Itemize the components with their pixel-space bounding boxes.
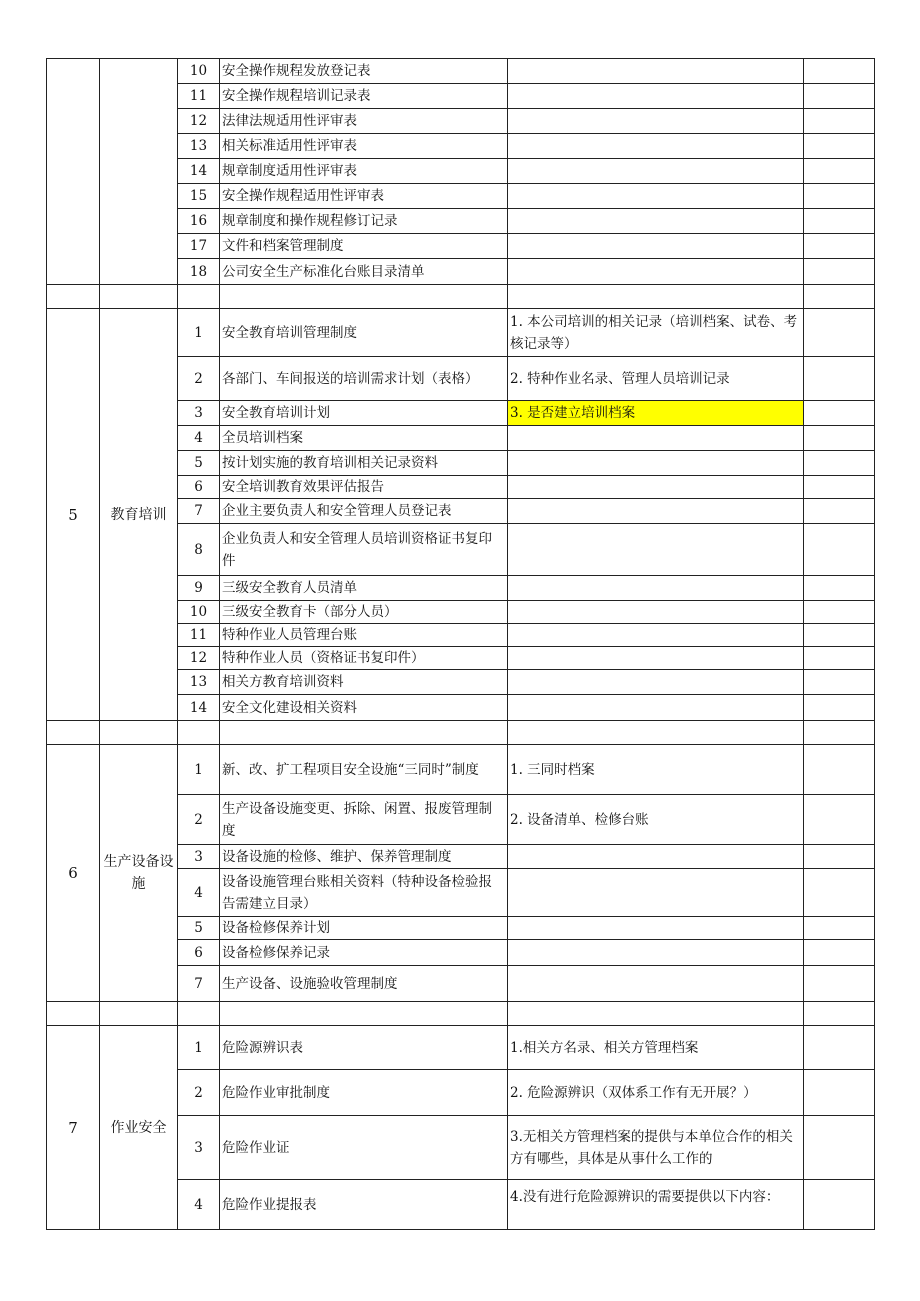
remark-cell xyxy=(508,670,804,695)
item-name: 危险作业证 xyxy=(220,1116,508,1180)
extra-cell xyxy=(804,1180,875,1230)
item-number: 4 xyxy=(178,426,220,451)
extra-cell xyxy=(804,309,875,357)
extra-cell xyxy=(804,624,875,647)
item-name: 企业负责人和安全管理人员培训资格证书复印件 xyxy=(220,524,508,576)
item-number: 7 xyxy=(178,966,220,1002)
item-name: 公司安全生产标准化台账目录清单 xyxy=(220,259,508,285)
item-name: 法律法规适用性评审表 xyxy=(220,109,508,134)
extra-cell xyxy=(804,84,875,109)
item-number: 13 xyxy=(178,134,220,159)
extra-cell xyxy=(804,966,875,1002)
extra-cell xyxy=(804,670,875,695)
category-name: 作业安全 xyxy=(100,1026,178,1230)
remark-cell: 2. 设备清单、检修台账 xyxy=(508,795,804,845)
extra-cell xyxy=(804,357,875,401)
empty-cell xyxy=(100,1002,178,1026)
remark-cell: 2. 特种作业名录、管理人员培训记录 xyxy=(508,357,804,401)
extra-cell xyxy=(804,1116,875,1180)
table-row xyxy=(47,59,875,84)
item-number: 7 xyxy=(178,499,220,524)
extra-cell xyxy=(804,401,875,426)
item-name: 相关方教育培训资料 xyxy=(220,670,508,695)
remark-cell xyxy=(508,601,804,624)
empty-cell xyxy=(47,1002,100,1026)
section-number: 5 xyxy=(47,309,100,721)
item-name: 生产设备、设施验收管理制度 xyxy=(220,966,508,1002)
remark-cell: 3. 是否建立培训档案 xyxy=(508,401,804,426)
item-number: 2 xyxy=(178,795,220,845)
empty-cell xyxy=(508,1002,804,1026)
extra-cell xyxy=(804,134,875,159)
remark-cell: 1. 本公司培训的相关记录（培训档案、试卷、考核记录等） xyxy=(508,309,804,357)
item-number: 3 xyxy=(178,401,220,426)
category-name xyxy=(100,59,178,285)
item-name: 文件和档案管理制度 xyxy=(220,234,508,259)
item-number: 11 xyxy=(178,84,220,109)
remark-cell xyxy=(508,940,804,966)
item-name: 全员培训档案 xyxy=(220,426,508,451)
extra-cell xyxy=(804,476,875,499)
extra-cell xyxy=(804,159,875,184)
item-number: 6 xyxy=(178,476,220,499)
item-name: 安全教育培训管理制度 xyxy=(220,309,508,357)
remark-cell xyxy=(508,524,804,576)
item-name: 新、改、扩工程项目安全设施“三同时”制度 xyxy=(220,745,508,795)
remark-cell xyxy=(508,59,804,84)
extra-cell xyxy=(804,845,875,869)
item-name: 安全教育培训计划 xyxy=(220,401,508,426)
item-number: 12 xyxy=(178,647,220,670)
item-name: 三级安全教育人员清单 xyxy=(220,576,508,601)
extra-cell xyxy=(804,451,875,476)
item-name: 设备检修保养记录 xyxy=(220,940,508,966)
empty-cell xyxy=(804,285,875,309)
remark-cell xyxy=(508,134,804,159)
item-number: 2 xyxy=(178,357,220,401)
item-number: 4 xyxy=(178,1180,220,1230)
remark-cell xyxy=(508,234,804,259)
item-name: 按计划实施的教育培训相关记录资料 xyxy=(220,451,508,476)
remark-cell xyxy=(508,647,804,670)
item-number: 14 xyxy=(178,695,220,721)
empty-cell xyxy=(100,721,178,745)
remark-cell xyxy=(508,451,804,476)
extra-cell xyxy=(804,59,875,84)
item-number: 18 xyxy=(178,259,220,285)
remark-cell: 1. 三同时档案 xyxy=(508,745,804,795)
extra-cell xyxy=(804,184,875,209)
extra-cell xyxy=(804,259,875,285)
empty-cell xyxy=(178,285,220,309)
extra-cell xyxy=(804,917,875,940)
category-name: 教育培训 xyxy=(100,309,178,721)
remark-cell xyxy=(508,259,804,285)
item-name: 规章制度适用性评审表 xyxy=(220,159,508,184)
extra-cell xyxy=(804,499,875,524)
remark-cell xyxy=(508,624,804,647)
empty-cell xyxy=(178,1002,220,1026)
extra-cell xyxy=(804,940,875,966)
item-number: 15 xyxy=(178,184,220,209)
remark-cell xyxy=(508,695,804,721)
extra-cell xyxy=(804,209,875,234)
extra-cell xyxy=(804,1026,875,1070)
empty-cell xyxy=(178,721,220,745)
item-name: 企业主要负责人和安全管理人员登记表 xyxy=(220,499,508,524)
remark-cell: 1.相关方名录、相关方管理档案 xyxy=(508,1026,804,1070)
ledger-table-body xyxy=(47,59,875,1230)
empty-cell xyxy=(508,721,804,745)
remark-cell: 3.无相关方管理档案的提供与本单位合作的相关方有哪些，具体是从事什么工作的 xyxy=(508,1116,804,1180)
item-name: 设备设施的检修、维护、保养管理制度 xyxy=(220,845,508,869)
extra-cell xyxy=(804,647,875,670)
extra-cell xyxy=(804,1070,875,1116)
item-number: 6 xyxy=(178,940,220,966)
remark-cell xyxy=(508,109,804,134)
item-name: 安全操作规程培训记录表 xyxy=(220,84,508,109)
item-name: 危险作业提报表 xyxy=(220,1180,508,1230)
section-number: 7 xyxy=(47,1026,100,1230)
item-number: 14 xyxy=(178,159,220,184)
empty-cell xyxy=(220,721,508,745)
spacer-row xyxy=(47,721,875,745)
item-name: 规章制度和操作规程修订记录 xyxy=(220,209,508,234)
item-name: 设备设施管理台账相关资料（特种设备检验报告需建立目录） xyxy=(220,869,508,917)
item-number: 11 xyxy=(178,624,220,647)
extra-cell xyxy=(804,109,875,134)
item-name: 设备检修保养计划 xyxy=(220,917,508,940)
empty-cell xyxy=(100,285,178,309)
item-number: 3 xyxy=(178,1116,220,1180)
item-number: 17 xyxy=(178,234,220,259)
extra-cell xyxy=(804,695,875,721)
section-number: 6 xyxy=(47,745,100,1002)
item-number: 4 xyxy=(178,869,220,917)
extra-cell xyxy=(804,869,875,917)
remark-cell xyxy=(508,966,804,1002)
table-row xyxy=(47,309,875,357)
remark-cell xyxy=(508,209,804,234)
item-number: 1 xyxy=(178,309,220,357)
item-number: 5 xyxy=(178,451,220,476)
item-name: 危险源辨识表 xyxy=(220,1026,508,1070)
extra-cell xyxy=(804,426,875,451)
ledger-table xyxy=(46,58,875,1230)
item-number: 3 xyxy=(178,845,220,869)
empty-cell xyxy=(220,1002,508,1026)
remark-cell xyxy=(508,184,804,209)
spacer-row xyxy=(47,1002,875,1026)
remark-cell xyxy=(508,869,804,917)
table-row xyxy=(47,1026,875,1070)
item-name: 生产设备设施变更、拆除、闲置、报废管理制度 xyxy=(220,795,508,845)
item-number: 8 xyxy=(178,524,220,576)
category-name: 生产设备设施 xyxy=(100,745,178,1002)
item-number: 13 xyxy=(178,670,220,695)
remark-cell: 2. 危险源辨识（双体系工作有无开展？） xyxy=(508,1070,804,1116)
empty-cell xyxy=(47,285,100,309)
extra-cell xyxy=(804,524,875,576)
extra-cell xyxy=(804,795,875,845)
spacer-row xyxy=(47,285,875,309)
item-name: 特种作业人员管理台账 xyxy=(220,624,508,647)
empty-cell xyxy=(508,285,804,309)
remark-cell xyxy=(508,159,804,184)
item-number: 9 xyxy=(178,576,220,601)
remark-cell xyxy=(508,917,804,940)
item-name: 相关标准适用性评审表 xyxy=(220,134,508,159)
remark-cell xyxy=(508,84,804,109)
item-number: 1 xyxy=(178,745,220,795)
item-number: 10 xyxy=(178,601,220,624)
extra-cell xyxy=(804,234,875,259)
table-row xyxy=(47,745,875,795)
item-number: 10 xyxy=(178,59,220,84)
item-name: 特种作业人员（资格证书复印件） xyxy=(220,647,508,670)
empty-cell xyxy=(804,1002,875,1026)
empty-cell xyxy=(220,285,508,309)
item-number: 1 xyxy=(178,1026,220,1070)
remark-cell xyxy=(508,845,804,869)
extra-cell xyxy=(804,601,875,624)
empty-cell xyxy=(47,721,100,745)
item-name: 安全文化建设相关资料 xyxy=(220,695,508,721)
item-number: 5 xyxy=(178,917,220,940)
remark-cell xyxy=(508,476,804,499)
remark-cell xyxy=(508,576,804,601)
item-number: 2 xyxy=(178,1070,220,1116)
extra-cell xyxy=(804,745,875,795)
extra-cell xyxy=(804,576,875,601)
section-number xyxy=(47,59,100,285)
item-number: 16 xyxy=(178,209,220,234)
empty-cell xyxy=(804,721,875,745)
item-name: 各部门、车间报送的培训需求计划（表格） xyxy=(220,357,508,401)
item-name: 安全培训教育效果评估报告 xyxy=(220,476,508,499)
remark-cell xyxy=(508,499,804,524)
item-name: 安全操作规程适用性评审表 xyxy=(220,184,508,209)
item-name: 危险作业审批制度 xyxy=(220,1070,508,1116)
item-name: 三级安全教育卡（部分人员） xyxy=(220,601,508,624)
remark-cell: 4.没有进行危险源辨识的需要提供以下内容： xyxy=(508,1180,804,1230)
remark-cell xyxy=(508,426,804,451)
item-name: 安全操作规程发放登记表 xyxy=(220,59,508,84)
item-number: 12 xyxy=(178,109,220,134)
